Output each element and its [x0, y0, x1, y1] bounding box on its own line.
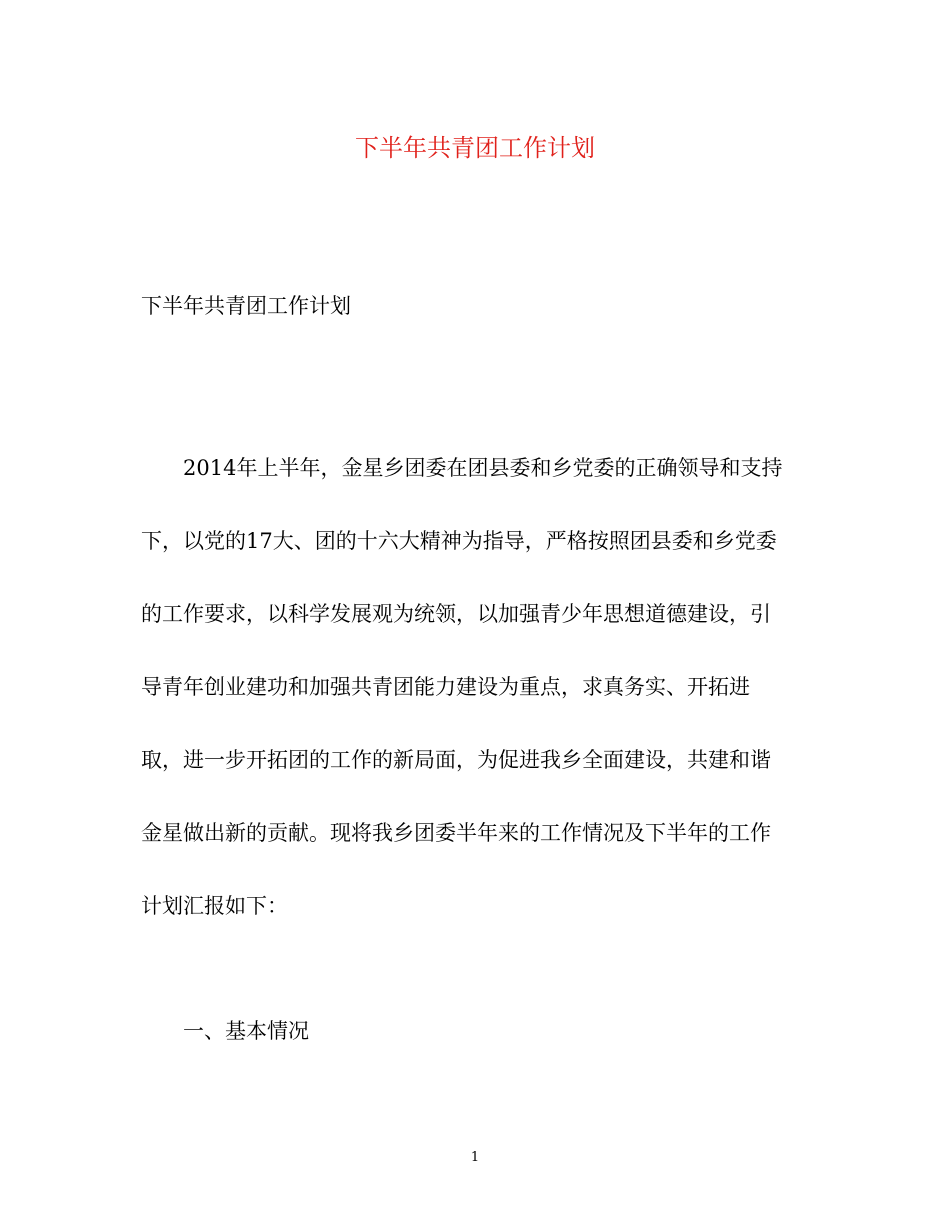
paragraph-line: 下，以党的17大、团的十六大精神为指导，严格按照团县委和乡党委: [141, 529, 777, 553]
paragraph-line: 取，进一步开拓团的工作的新局面，为促进我乡全面建设，共建和谐: [141, 748, 771, 772]
document-subtitle: 下半年共青团工作计划: [141, 294, 351, 318]
paragraph-line: 金星做出新的贡献。现将我乡团委半年来的工作情况及下半年的工作: [141, 821, 771, 845]
intro-paragraph: [141, 432, 831, 943]
paragraph-line: 的工作要求，以科学发展观为统领，以加强青少年思想道德建设，引: [141, 602, 771, 626]
paragraph-line: 计划汇报如下：: [141, 894, 288, 918]
document-title: 下半年共青团工作计划: [355, 134, 595, 162]
page-number: 1: [470, 1150, 480, 1165]
paragraph-line: 2014年上半年，金星乡团委在团县委和乡党委的正确领导和支持: [183, 456, 783, 480]
section-heading: 一、基本情况: [183, 1019, 309, 1043]
paragraph-line: 导青年创业建功和加强共青团能力建设为重点，求真务实、开拓进: [141, 675, 750, 699]
